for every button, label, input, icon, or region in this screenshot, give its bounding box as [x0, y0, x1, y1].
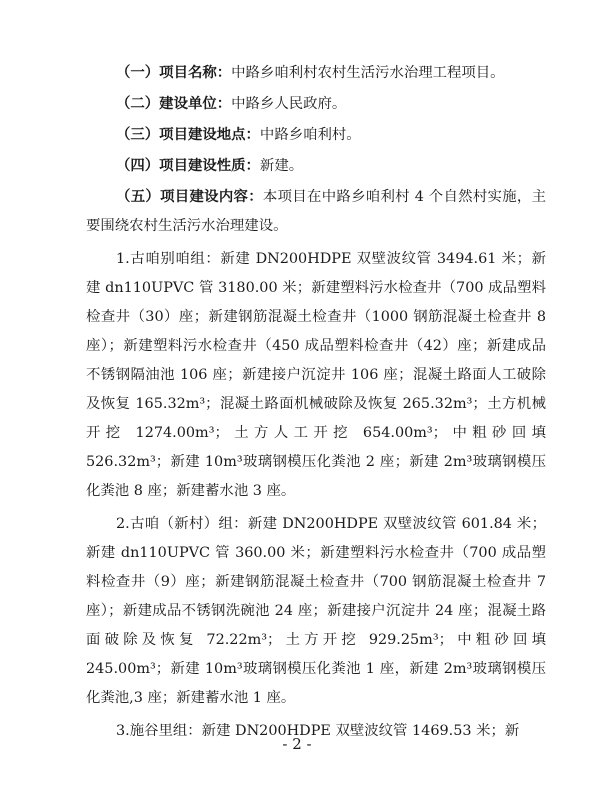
section-2: 2.古咱（新村）组：新建 DN200HDPE 双壁波纹管 601.84 米；新建 dn110UPVC 管 360.00 米；新建塑料污水检查井（700 成品塑料检查井（9）座；新建钢筋混凝土检查井（700 钢筋混凝土检查井 7 座）；新建成品不锈钢洗碗池 24 座；新建接户沉淀井 24 座；混凝土路面破除及恢复 72.22m³；土方开挖 929.25m³；中粗砂回填 245.00m³；新建 10m³玻璃钢模压化粪池 1 座，新建 2m³玻璃钢模压化粪池,3 座；新建蓄水池 1 座。 — [86, 516, 546, 706]
item-builder — [86, 89, 546, 119]
item-location — [86, 120, 546, 150]
section-3: 3.施谷里组：新建 DN200HDPE 双壁波纹管 1469.53 米；新 — [116, 723, 520, 739]
item-text: 新建。 — [259, 158, 304, 174]
item-label: （五）项目建设内容： — [116, 188, 263, 205]
item-label: （三）项目建设地点： — [116, 126, 260, 143]
item-nature — [86, 151, 546, 181]
item-label: （二）建设单位： — [116, 95, 232, 112]
item-text: 中路乡咱利村农村生活污水治理工程项目。 — [231, 65, 505, 81]
item-project-name — [86, 58, 546, 88]
item-label: （一）项目名称： — [116, 64, 232, 81]
section-1: 1.古咱别咱组：新建 DN200HDPE 双壁波纹管 3494.61 米；新建 dn110UPVC 管 3180.00 米；新建塑料污水检查井（700 成品塑料检查井（30）座；新建钢筋混凝土检查井（1000 钢筋混凝土检查井 8 座）；新建塑料污水检查井（450 成品塑料检查井（42）座；新建成品不锈钢隔油池 106 座；新建接户沉淀井 106 座；混凝土路面人工破除及恢复 165.32m³；混凝土路面机械破除及恢复 265.32m³；土方机械开挖 1274.00m³；土方人工开挖 654.00m³；中粗砂回填 526.32m³；新建 10m³玻璃钢模压化粪池 2 座；新建 2m³玻璃钢模压化粪池 8 座；新建蓄水池 3 座。 — [86, 251, 546, 499]
page-number: - 2 - — [282, 735, 312, 753]
item-content — [86, 182, 546, 241]
item-text: 中路乡人民政府。 — [231, 96, 347, 112]
item-text: 本项目在中路乡咱利村 4 个自然村实施，主要围绕农村生活污水治理建设。 — [86, 189, 546, 234]
item-text: 中路乡咱利村。 — [259, 127, 361, 143]
item-label: （四）项目建设性质： — [116, 157, 260, 174]
